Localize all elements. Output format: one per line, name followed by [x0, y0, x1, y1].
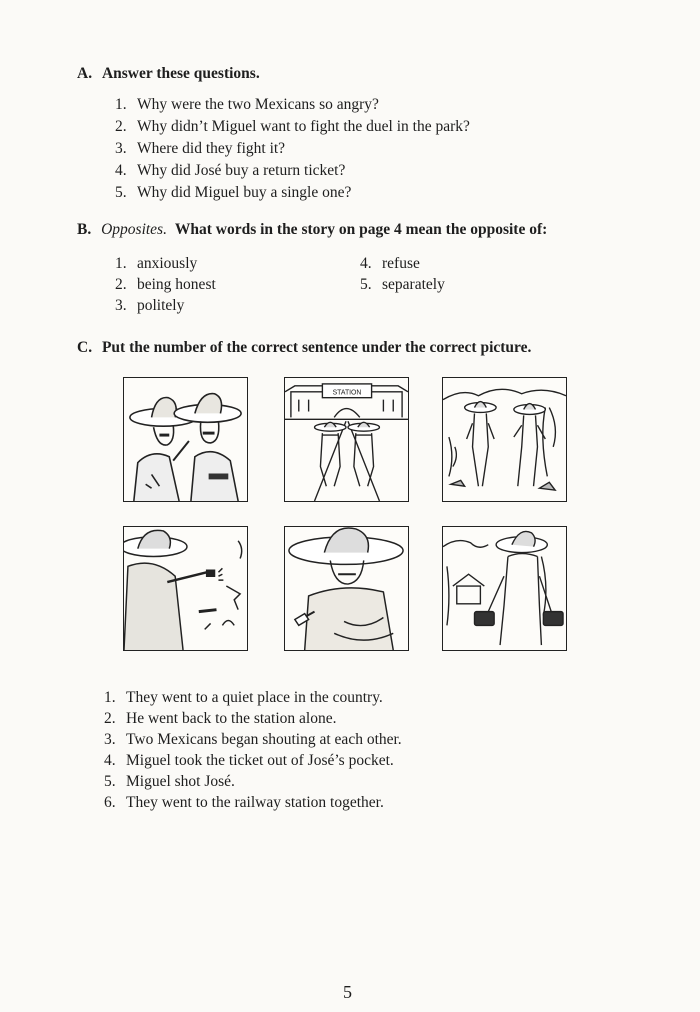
page-number: 5: [343, 982, 352, 1002]
sentence-5: 5. Miguel shot José.: [104, 773, 235, 790]
opposite-word-3: 3. politely: [115, 297, 185, 314]
section-b-heading: [77, 221, 547, 239]
sentence-3: 3. Two Mexicans began shouting at each other.: [104, 731, 402, 748]
taking-ticket-illustration: [285, 527, 408, 650]
opposite-word-1: 1. anxiously: [115, 255, 198, 272]
sentence-4: 4. Miguel took the ticket out of José’s pocket.: [104, 752, 394, 769]
sentence-6: 6. They went to the railway station together.: [104, 794, 384, 811]
section-b-title-italic: Opposites.: [101, 221, 167, 238]
section-a-heading: [77, 65, 260, 83]
picture-taking-ticket: [284, 526, 409, 651]
shooting-illustration: [124, 527, 247, 650]
section-b-letter: B.: [77, 221, 92, 238]
question-4: 4. Why did José buy a return ticket?: [115, 162, 346, 179]
shouting-illustration: [124, 378, 247, 501]
station-illustration: [285, 378, 408, 501]
picture-shooting: [123, 526, 248, 651]
opposite-word-5: 5. separately: [360, 276, 445, 293]
section-b-title: What words in the story on page 4 mean the opposite of:: [174, 221, 548, 238]
question-3: 3. Where did they fight it?: [115, 140, 286, 157]
section-c-heading: [77, 339, 531, 357]
section-c-letter: C.: [77, 339, 93, 356]
question-1: 1. Why were the two Mexicans so angry?: [115, 96, 379, 113]
section-a-letter: A.: [77, 65, 93, 82]
section-c-title: Put the number of the correct sentence under the correct picture.: [101, 339, 532, 356]
opposite-word-2: 2. being honest: [115, 276, 216, 293]
picture-shouting: [123, 377, 248, 502]
question-2: 2. Why didn’t Miguel want to fight the duel in the park?: [115, 118, 470, 135]
picture-going-back: [442, 526, 567, 651]
sentence-2: 2. He went back to the station alone.: [104, 710, 337, 727]
section-a-title: Answer these questions.: [101, 65, 260, 82]
question-5: 5. Why did Miguel buy a single one?: [115, 184, 352, 201]
sentence-1: 1. They went to a quiet place in the country.: [104, 689, 383, 706]
picture-station: [284, 377, 409, 502]
opposite-word-4: 4. refuse: [360, 255, 420, 272]
picture-country: [442, 377, 567, 502]
country-illustration: [443, 378, 566, 501]
station-sign-text: STATION: [332, 389, 362, 397]
going-back-illustration: [443, 527, 566, 650]
